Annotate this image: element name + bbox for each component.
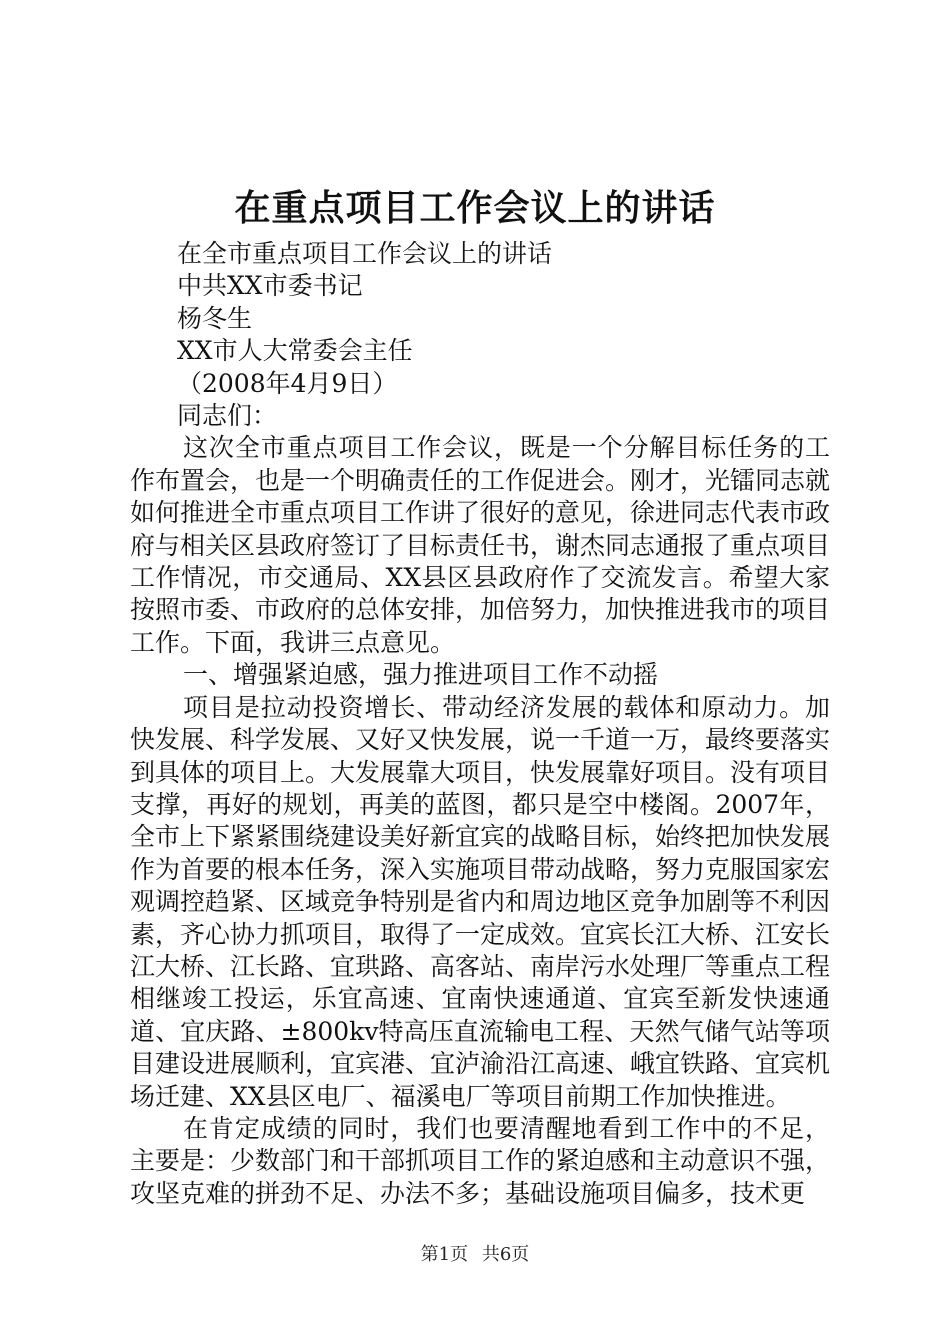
speaker-second-position-line: XX市人大常委会主任 bbox=[177, 336, 413, 366]
document-body bbox=[130, 238, 830, 1210]
page-footer bbox=[0, 1240, 950, 1266]
salutation-line: 同志们： bbox=[177, 401, 278, 431]
speaker-position-line: 中共XX市委书记 bbox=[177, 271, 363, 301]
body-paragraph: 项目是拉动投资增长、带动经济发展的载体和原动力。加快发展、科学发展、又好又快发展，说一千道一万，最终要落实到具体的项目上。大发展靠大项目，快发展靠好项目。没有项目支撑，再好的规划，再美的蓝图，都只是空中楼阁。2007年，全市上下紧紧围绕建设美好新宜宾的战略目标，始终把加快发展作为首要的根本任务，深入实施项目带动战略，努力克服国家宏观调控趋紧、区域竞争特别是省内和周边地区竞争加剧等不利因素，齐心协力抓项目，取得了一定成效。宜宾长江大桥、江安长江大桥、江长路、宜珙路、高客站、南岸污水处理厂等重点工程相继竣工投运，乐宜高速、宜南快速通道、宜宾至新发快速通道、宜庆路、±800kv特高压直流输电工程、天然气储气站等项目建设进展顺利，宜宾港、宜泸渝沿江高速、峨宜铁路、宜宾机场迁建、XX县区电厂、福溪电厂等项目前期工作加快推进。 bbox=[130, 692, 831, 1111]
document-title: 在重点项目工作会议上的讲话 bbox=[234, 187, 716, 229]
speech-title-line: 在全市重点项目工作会议上的讲话 bbox=[177, 239, 553, 268]
speaker-name-line: 杨冬生 bbox=[177, 303, 253, 333]
speech-date-line: （2008年4月9日） bbox=[177, 368, 398, 398]
section-heading: 一、增强紧迫感，强力推进项目工作不动摇 bbox=[183, 660, 659, 690]
page-number: 第1页 bbox=[420, 1244, 469, 1265]
body-paragraph: 在肯定成绩的同时，我们也要清醒地看到工作中的不足，主要是：少数部门和干部抓项目工作的紧迫感和主动意识不强，攻坚克难的拼劲不足、办法不多；基础设施项目偏多，技术更 bbox=[130, 1113, 831, 1208]
body-paragraph: 这次全市重点项目工作会议，既是一个分解目标任务的工作布置会，也是一个明确责任的工作促进会。刚才，光镭同志就如何推进全市重点项目工作讲了很好的意见，徐进同志代表市政府与相关区县政府签订了目标责任书，谢杰同志通报了重点项目工作情况，市交通局、XX县区县政府作了交流发言。希望大家按照市委、市政府的总体安排，加倍努力，加快推进我市的项目工作。下面，我讲三点意见。 bbox=[130, 433, 831, 657]
page-total: 共6页 bbox=[481, 1244, 530, 1265]
